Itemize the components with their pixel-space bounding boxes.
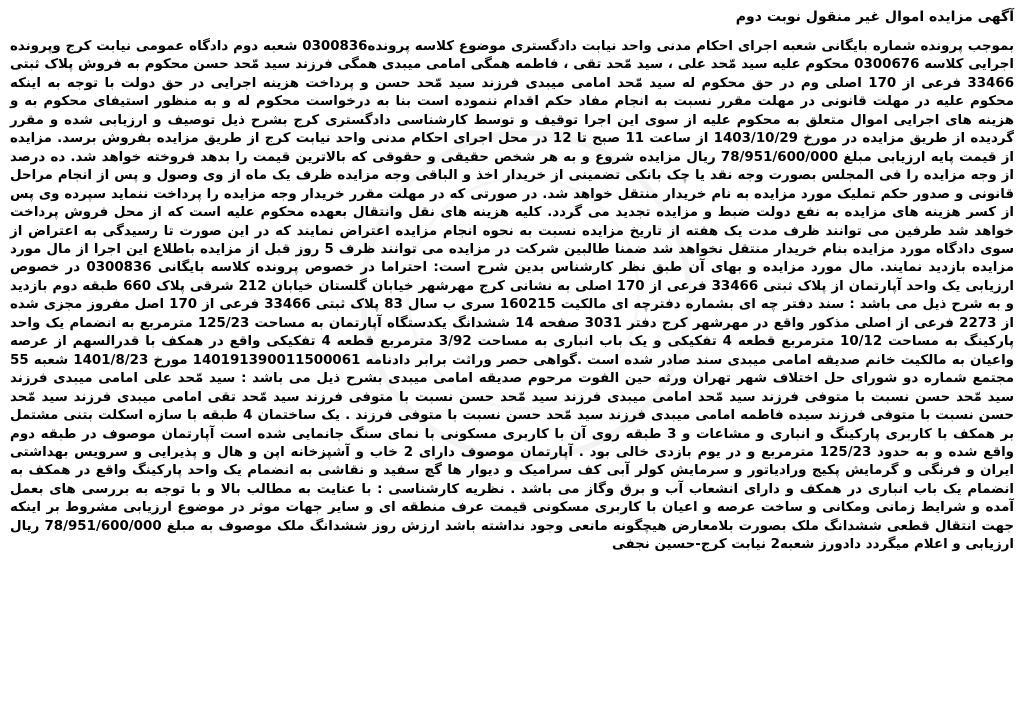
notice-body: بموجب پرونده شماره بایگانی شعبه اجرای احکام مدنی واحد نیابت دادگستری موضوع کلاسه پرونده0300836 شعبه دوم دادگاه عمومی نیابت کرج وپرونده اجرایی کلاسه 0300676 محکوم علیه سید مّحد علی ، سید مّحد تقی ، فاطمه همگی امامی میبدی همگی فرزند سید مّحد حسن محکوم به فروش پلاک ثبتی 33466 فرعی از 170 اصلی وم در حق محکوم له سید مّحد امامی میبدی فرزند سید مّحد حسن و پرداخت هزینه اجرایی در حق دولت با توجه به اینکه محکوم علیه در مهلت قانونی در مهلت مقرر نسبت به انجام مفاد حکم اقدام ننموده است بنا به درخواست محکوم له و به منظور استیفای محکوم به و هزینه های اجرایی اموال متعلق به محکوم علیه از سوی این اجرا توقیف و توسط کارشناسی دادگستری کرج بشرح ذیل توصیف و ارزیابی شده و مقرر گردیده از طریق مزایده در مورخ 1403/10/29 از ساعت 11 صبح تا 12 در محل اجرای احکام مدنی واحد نیابت کرج از طریق مزایده بفروش برسد. مزایده از قیمت پایه ارزیابی مبلغ 78/951/600/000 ریال مزایده شروع و به هر شخص حقیقی و حقوقی که بالاترین قیمت را بدهد فروخته خواهد شد. ده درصد از وجه مزایده را فی المجلس بصورت وجه نقد یا چک بانکی تضمینی از خریدار اخذ و الباقی وجه مزایده ظرف یک ماه از وی وصول و پس از انجام مراحل قانونی و صدور حکم تملیک مورد مزایده به نام خریدار منتقل خواهد شد. در صورتی که در مهلت مقرر خریدار وجه مزایده را پرداخت ننماید سپرده وی پس از کسر هزینه های مزایده به نفع دولت ضبط و مزایده تجدید می گردد. کلیه هزینه های نقل وانتقال بعهده محکوم علیه است که از محل فروش پرداخت خواهد شد طرفین می توانند ظرف مدت یک هفته از تاریخ مزایده نسبت به نحوه انجام مزایده اعتراض نمایند که در این صورت تا رسیدگی به اعتراض از سوی دادگاه مورد مزایده بنام خریدار منتقل نخواهد شد ضمنا طالبین شرکت در مزایده می توانند ظرف 5 روز قبل از مزایده باطلاع این اجرا از مال مورد مزایده بازدید نمایند. مال مورد مزایده و بهای آن طبق نظر کارشناس بدین شرح است: احتراما در خصوص پرونده کلاسه بایگانی 0300836 در خصوص ارزیابی یک واحد آپارتمان از پلاک ثبتی 33466 فرعی از 170 اصلی به نشانی کرج مهرشهر خیابان گلستان خیابان 212 شرقی پلاک 660 طبقه دوم بازدید و به شرح ذیل می باشد : سند دفتر چه ای بشماره دفترچه ای مالکیت 160215 سری ب سال 83 پلاک ثبتی 33466 فرعی از 170 اصل مفروز مجزی شده از 2273 فرعی از اصلی مذکور واقع در مهرشهر کرج دفتر 3031 صفحه 14 ششدانگ یکدستگاه آپارتمان به مساحت 125/23 مترمربع به انضمام یک واحد پارکینگ به مساحت 10/12 مترمربع قطعه 4 تفکیکی و یک باب انباری به مساحت 3/92 مترمربع قطعه 4 تفکیکی واقع در همکف با قدرالسهم از عرصه واعیان به مالکیت خانم صدیقه امامی میبدی سند صادر شده است .گواهی حصر وراثت برابر دادنامه 140191390011500061 مورخ 1401/8/23 شعبه 55 مجتمع شماره دو شورای حل اختلاف شهر تهران ورثه حین الفوت مرحوم صدیقه امامی میبدی بشرح ذیل می باشد : سید مّحد علی امامی میبدی فرزند سید مّحد حسن نسبت با متوفی فرزند سید مّحد امامی میبدی فرزند سید مّحد حسن نسبت با متوفی فرزند سید مّحد تقی امامی میبدی فرزند سید مّحد حسن نسبت با متوفی فرزند سیده فاطمه امامی میبدی فرزند سید مّحد حسن نسبت با متوفی فرزند . یک ساختمان 4 طبقه با سازه اسکلت بتنی مشتمل بر همکف با کاربری پارکینگ و انباری و مشاعات و 3 طبقه روی آن با کاربری مسکونی با نمای سنگ جانمایی شده است آپارتمان موصوف در طبقه دوم واقع شده و به حدود 125/23 مترمربع و در یوم بازدی خالی بود . آپارتمان موصوف دارای 2 خاب و آشپزخانه اپن و هال و پذیرایی و سرویس بهداشتی ایران و فرنگی و گرمایش پکیج ورادیاتور و سرمایش کولر آبی کف سرامیک و دیوار ها گچ سفید و نقاشی به انضمام یک واحد پارکینگ واقع در همکف به انضمام یک باب انباری در همکف و دارای انشعاب آب و برق وگاز می باشد . نظریه کارشناسی : با عنایت به مطالب بالا و با توجه به بررسی های بعمل آمده و شرایط زمانی ومکانی و ساخت عرصه و اعیان با کاربری مسکونی قیمت عرف منطقه ای و سایر جهات موثر در موضوع ارزیابی مشروط بر اینکه جهت انتقال قطعی ششدانگ ملک بصورت بلامعارض هیچگونه مانعی وجود نداشته باشد ارزش روز ششدانگ ملک موصوف به مبلغ 78/951/600/000 ریال ارزیابی و اعلام میگردد دادورز شعبه2 نیابت کرج-حسین نجفی: [10, 39, 1015, 553]
notice-title: آگهی مزایده اموال غیر منقول نوبت دوم: [735, 9, 1014, 25]
